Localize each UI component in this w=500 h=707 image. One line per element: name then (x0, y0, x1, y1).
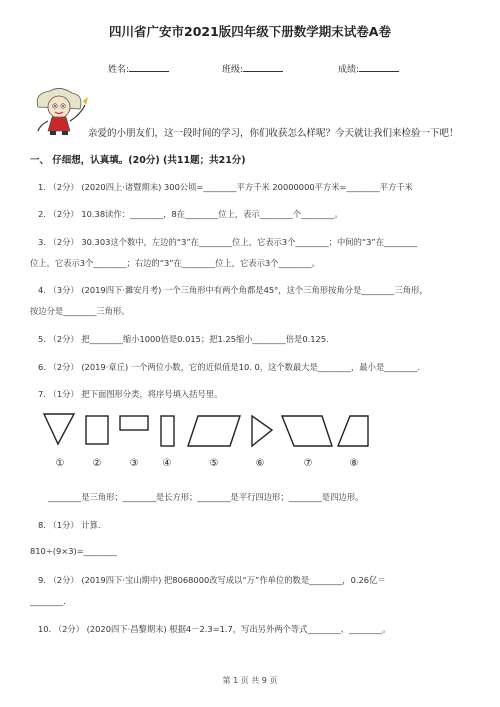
name-label: 姓名: (108, 65, 130, 75)
shape-label-6: ⑥ (255, 458, 265, 469)
shape-label-4: ④ (162, 458, 172, 469)
shape-label-3: ③ (129, 458, 139, 469)
question-8: 8. （1分） 计算. (38, 520, 101, 530)
question-5: 5. （2分） 把________缩小1000倍是0.015；把1.25缩小________倍是0.125. (38, 334, 329, 344)
question-3-line2: 位上，它表示3个________；右边的“3”在________位上，它表示3个________。 (30, 258, 320, 268)
score-field (338, 62, 399, 75)
class-label: 班级: (222, 65, 244, 75)
question-9-line2: ________. (30, 596, 66, 606)
greeting-text: 亲爱的小朋友们，这一段时间的学习，你们收获怎么样呢？今天就让我们来检验一下吧！ (88, 128, 459, 139)
question-10: 10. （2分） (2020四下·昌黎期末) 根据4－2.3=1.7，写出另外两个等式________、________。 (38, 624, 391, 634)
shape-label-7: ⑦ (303, 458, 313, 469)
class-blank[interactable] (243, 62, 283, 72)
name-blank[interactable] (129, 62, 169, 72)
exam-title: 四川省广安市2021版四年级下册数学期末试卷A卷 (109, 24, 391, 39)
question-3-line1: 3. （2分） 30.303这个数中，左边的“3”在________位上，它表示3个________；中间的“3”在________ (38, 237, 418, 247)
shapes-figure (40, 410, 370, 472)
question-2: 2. （2分） 10.38读作：________，8在________位上，表示________个________。 (38, 209, 343, 219)
shape-1-triangle (44, 414, 74, 444)
shape-7-trapezoid (282, 416, 332, 446)
page-footer: 第 1 页 共 9 页 (222, 676, 278, 685)
question-1: 1. （2分） (2020四上·诸暨期末) 300公顷=________平方千米 20000000平方米=________平方千米 (38, 182, 413, 192)
shape-5-parallelogram (188, 416, 240, 446)
shape-2-rectangle (86, 416, 108, 444)
score-blank[interactable] (359, 62, 399, 72)
shape-label-8: ⑧ (349, 458, 359, 469)
shape-label-1: ① (55, 458, 65, 469)
question-4-line2: 按边分是________三角形。 (30, 306, 130, 316)
question-7-answers: ________是三角形；________是长方形；________是平行四边形；________是四边形。 (48, 492, 364, 502)
section-heading: 一、 仔细想，认真填。(20分) (共11题；共21分) (30, 155, 246, 166)
shape-label-2: ② (92, 458, 102, 469)
score-label: 成绩: (338, 65, 360, 75)
shape-label-5: ⑤ (209, 458, 219, 469)
question-4-line1: 4. （3分） (2019四下·濉安月考) 一个三角形中有两个角都是45°，这个三角形按角分是________三角形， (38, 285, 428, 295)
class-field (222, 62, 283, 75)
shape-3-rectangle (120, 416, 148, 430)
question-7: 7. （1分） 把下面图形分类，将序号填入括号里。 (38, 389, 223, 399)
question-9-line1: 9. （2分） (2019四下·宝山期中) 把8068000改写成以“万”作单位的数是________，0.26亿＝ (38, 575, 386, 585)
shape-8-trapezoid (338, 416, 368, 446)
mascot-illustration (30, 85, 92, 137)
shape-6-triangle (252, 416, 272, 446)
question-6: 6. （2分） (2019·章丘) 一个两位小数，它的近似值是10. 0，这个数最大是________，最小是________. (38, 362, 421, 372)
shape-4-rectangle (161, 416, 174, 446)
question-8-expression: 810÷(9×3)=________ (30, 546, 117, 556)
name-field (108, 62, 169, 75)
